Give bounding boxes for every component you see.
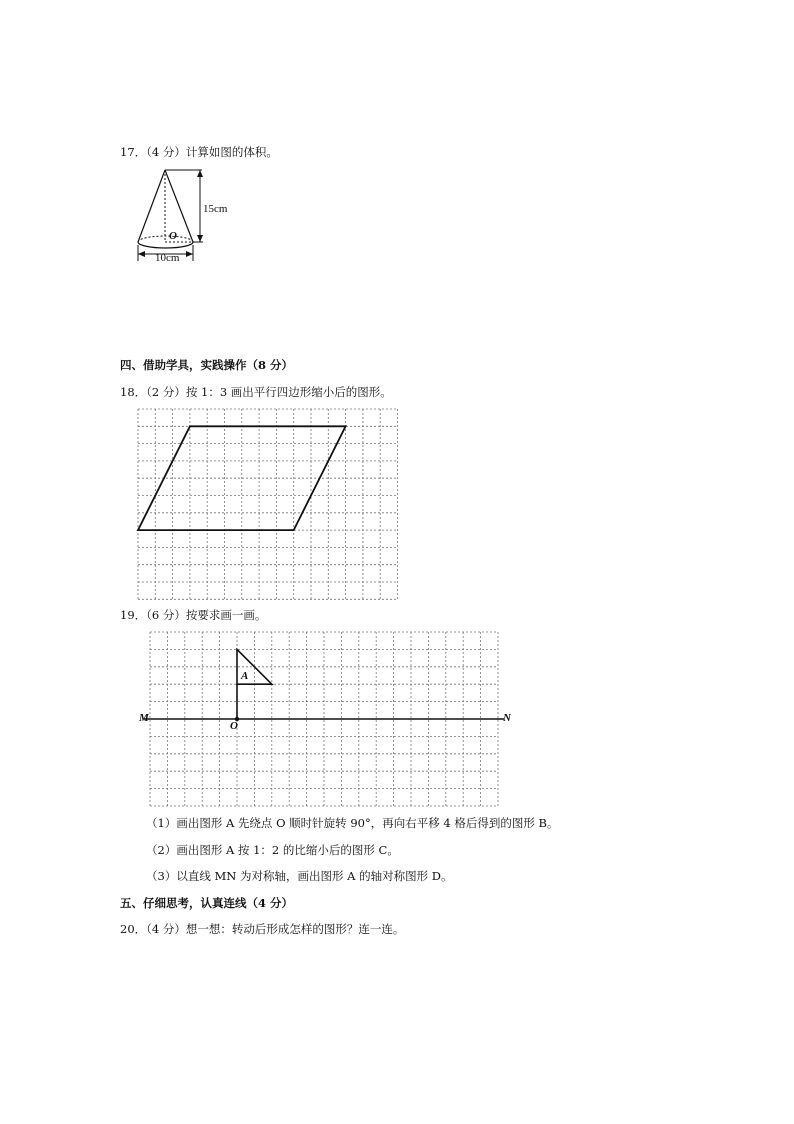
label-o: O	[230, 720, 238, 732]
q19-sub2: （2）画出图形 A 按 1：2 的比缩小后的图形 C。	[146, 843, 399, 857]
q19-sub1: （1）画出图形 A 先绕点 O 顺时针旋转 90°，再向右平移 4 格后得到的图形 B。	[146, 816, 559, 830]
cone-center-label: O	[169, 230, 177, 242]
cone-height-label: 15cm	[203, 203, 228, 215]
grid-parallelogram	[138, 409, 398, 599]
q19-stem: 19．（6 分）按要求画一画。	[120, 608, 267, 622]
q17-stem: 17．（4 分）计算如图的体积。	[120, 145, 278, 159]
cone-diameter-label: 10cm	[155, 252, 180, 264]
section5-title: 五、仔细思考，认真连线（4 分）	[120, 896, 294, 910]
label-m: M	[139, 712, 149, 724]
label-a: A	[241, 670, 249, 682]
q20-stem: 20．（4 分）想一想：转动后形成怎样的图形？连一连。	[120, 922, 405, 936]
q19-sub3: （3）以直线 MN 为对称轴，画出图形 A 的轴对称图形 D。	[146, 869, 453, 883]
cone-figure	[130, 165, 240, 265]
grid-transform	[150, 632, 498, 806]
label-n: N	[503, 712, 511, 724]
q18-stem: 18．（2 分）按 1：3 画出平行四边形缩小后的图形。	[120, 385, 392, 399]
section4-title: 四、借助学具，实践操作（8 分）	[120, 358, 294, 372]
